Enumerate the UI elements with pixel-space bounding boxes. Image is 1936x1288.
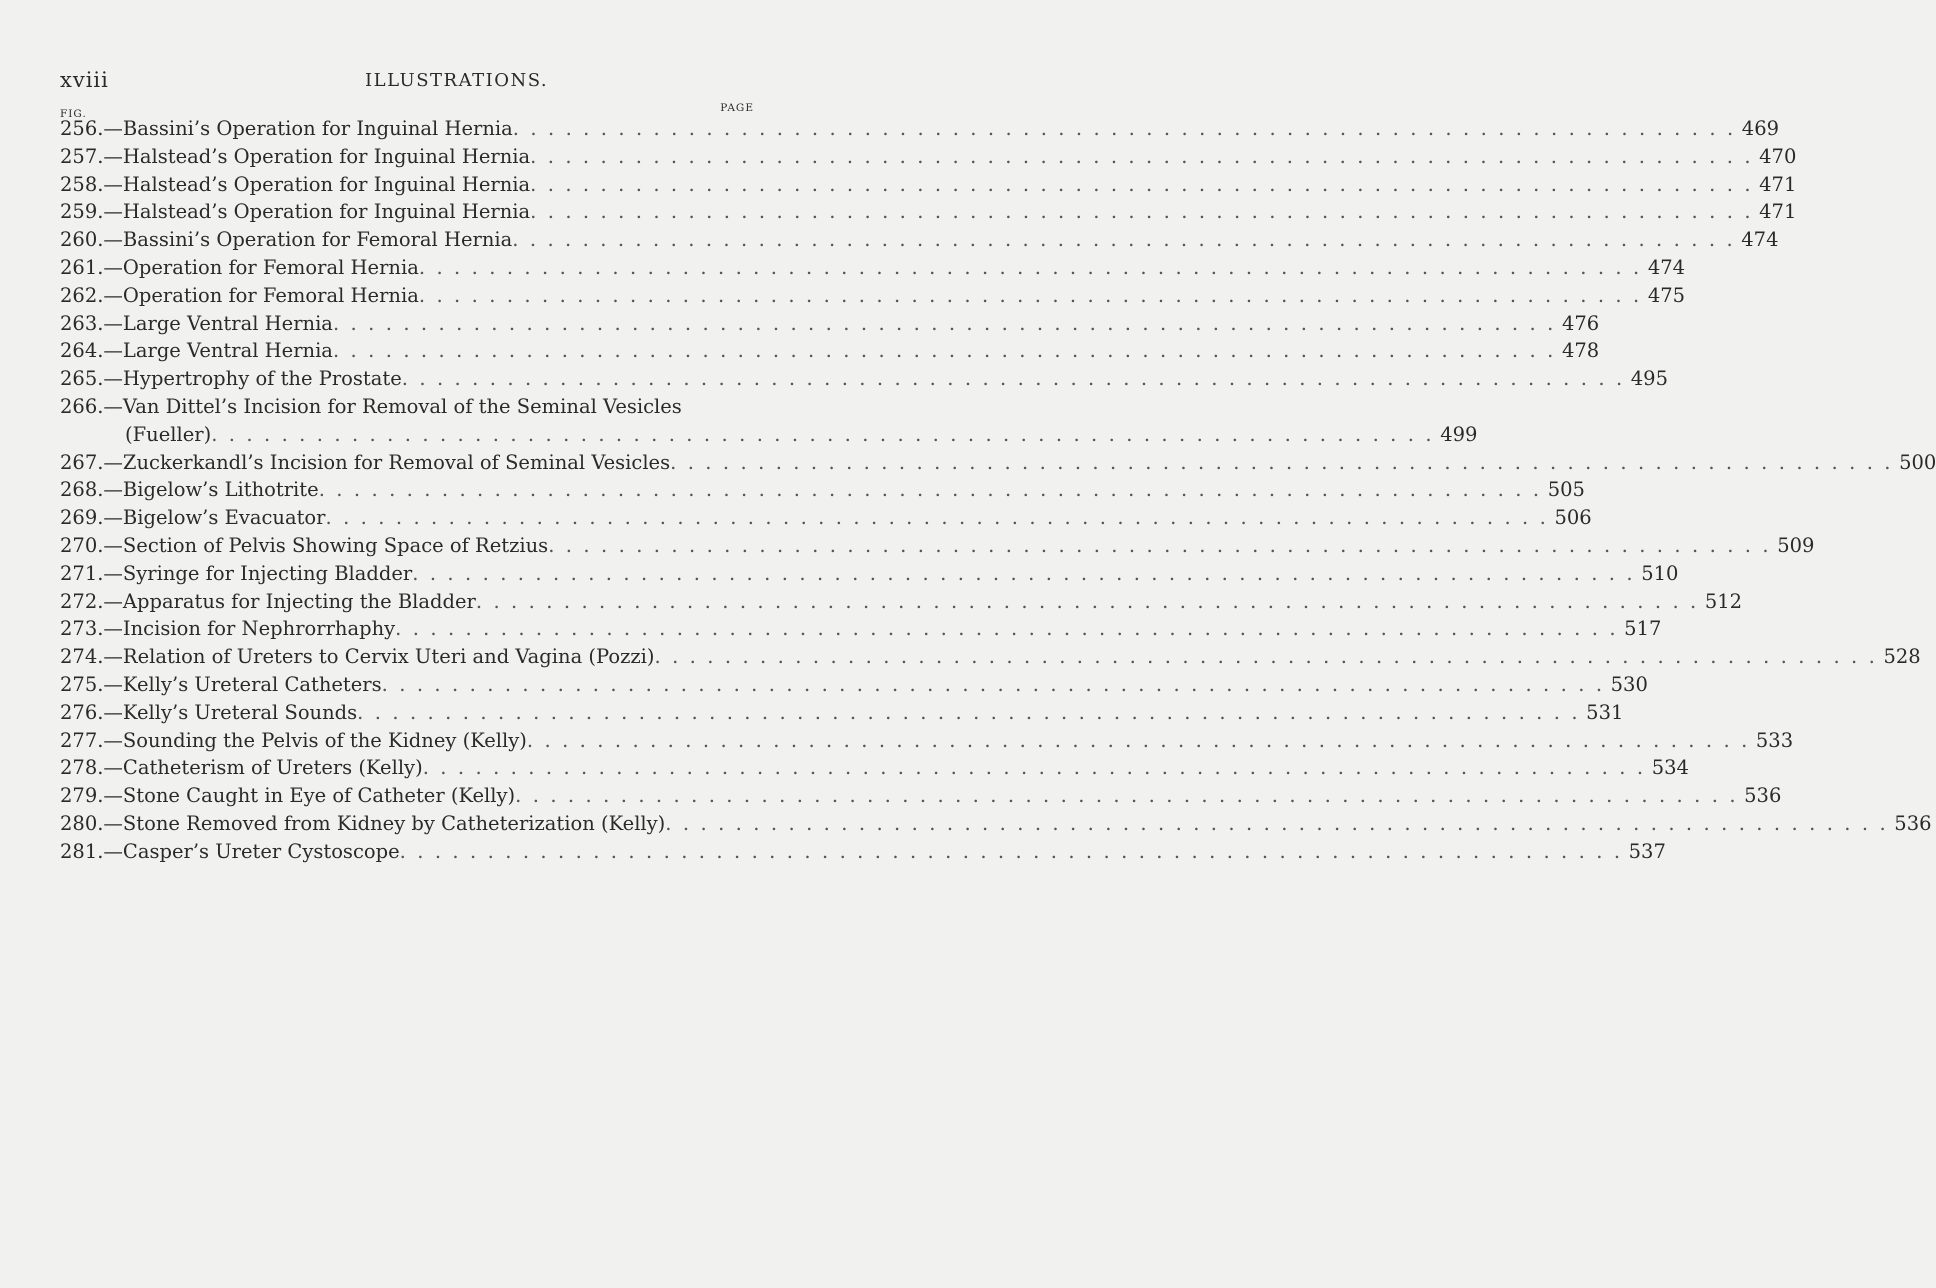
- figure-title: —Kelly’s Ureteral Catheters: [103, 672, 382, 696]
- figure-title: —Zuckerkandl’s Incision for Removal of Seminal Vesicles: [103, 450, 671, 474]
- figure-number: 275.: [60, 672, 104, 696]
- dot-leader: . . . . . . . . . . . . . . . . . . . . . . . . . . . . . . . . . . . . . . . . . . . . . . . . . . . . . . . . . . . . . . . . . . . . . .: [332, 311, 1556, 335]
- figure-page-number: 499: [1440, 422, 1478, 446]
- list-item: [60, 228, 1779, 256]
- figure-number: 261.: [60, 255, 104, 279]
- figure-title: —Halstead’s Operation for Inguinal Hernia: [103, 172, 531, 196]
- dot-leader: . . . . . . . . . . . . . . . . . . . . . . . . . . . . . . . . . . . . . . . . . . . . . . . . . . . . . . . . . . . . . . . . . . . . . .: [332, 339, 1556, 363]
- figure-page-number: 474: [1647, 255, 1686, 279]
- dot-leader: . . . . . . . . . . . . . . . . . . . . . . . . . . . . . . . . . . . . . . . . . . . . . . . . . . . . . . . . . . . . . . . . . . . . . .: [475, 589, 1699, 613]
- figure-number: 258.: [60, 172, 104, 196]
- list-item: [60, 172, 1797, 201]
- figure-title: —Operation for Femoral Hernia: [103, 283, 419, 307]
- figure-number: 277.: [60, 728, 104, 752]
- dot-leader: . . . . . . . . . . . . . . . . . . . . . . . . . . . . . . . . . . . . . . . . . . . . . . . . . . . . . . . . . . . . . . . . . . . . . .: [318, 478, 1542, 502]
- list-item: [60, 311, 1600, 340]
- figure-title: —Large Ventral Hernia: [103, 311, 333, 335]
- list-item: [60, 728, 1794, 757]
- figure-title: —Incision for Nephrorrhaphy: [103, 617, 396, 641]
- list-item: [60, 506, 1592, 534]
- figure-number: 281.: [60, 839, 104, 863]
- figure-page-number: 530: [1610, 672, 1648, 696]
- figure-number: 276.: [60, 700, 104, 724]
- figure-number: 257.: [60, 144, 104, 168]
- figure-title: —Operation for Femoral Hernia: [103, 255, 419, 279]
- list-item: [60, 200, 1797, 228]
- figure-page-number: 475: [1647, 283, 1686, 307]
- figure-title: —Syringe for Injecting Bladder: [103, 561, 413, 585]
- figure-title: —Stone Caught in Eye of Catheter (Kelly): [103, 784, 516, 808]
- figure-title: —Stone Removed from Kidney by Catheterization (Kelly): [103, 811, 666, 835]
- figure-title: —Apparatus for Injecting the Bladder: [103, 589, 476, 613]
- figure-title: —Casper’s Ureter Cystoscope: [103, 839, 400, 863]
- figure-number: 273.: [60, 617, 104, 641]
- list-item: [60, 700, 1624, 729]
- figure-title: —Bigelow’s Evacuator: [103, 506, 326, 530]
- figure-number: 265.: [60, 367, 104, 391]
- page-header: [60, 68, 750, 98]
- list-item: [60, 617, 1662, 645]
- figure-page-number: 528: [1883, 645, 1921, 669]
- figure-number: 266.: [60, 394, 104, 418]
- dot-leader: . . . . . . . . . . . . . . . . . . . . . . . . . . . . . . . . . . . . . . . . . . . . . . . . . . . . . . . . . . . . . . . . . . . . . .: [418, 283, 1642, 307]
- figure-page-number: 512: [1704, 589, 1743, 613]
- fig-column-heading: FIG.: [60, 108, 87, 120]
- running-head: ILLUSTRATIONS.: [365, 70, 549, 91]
- figure-page-number: 531: [1586, 700, 1624, 724]
- dot-leader: . . . . . . . . . . . . . . . . . . . . . . . . . . . . . . . . . . . . . . . . . . . . . . . . . . . . . . . . . . . . . . . . . . . . . .: [422, 756, 1646, 780]
- page-column-heading: PAGE: [720, 102, 754, 114]
- list-item: [60, 645, 1921, 673]
- dot-leader: . . . . . . . . . . . . . . . . . . . . . . . . . . . . . . . . . . . . . . . . . . . . . . . . . . . . . . . . . . . . . . . . . . . . . .: [530, 200, 1754, 224]
- figure-page-number: 505: [1547, 478, 1585, 502]
- figure-title: —Halstead’s Operation for Inguinal Hernia: [103, 200, 531, 224]
- figure-page-number: 510: [1641, 561, 1679, 585]
- figure-title: —Section of Pelvis Showing Space of Retzius: [103, 533, 549, 557]
- figure-number: 260.: [60, 228, 104, 252]
- list-item: [60, 478, 1585, 506]
- figure-page-number: 469: [1741, 117, 1780, 140]
- figure-page-number: 534: [1651, 756, 1689, 780]
- figure-title: —Large Ventral Hernia: [103, 339, 333, 363]
- figure-page-number: 474: [1741, 228, 1779, 252]
- list-item: [60, 811, 1932, 840]
- figure-page-number: 476: [1561, 311, 1600, 335]
- figure-title-continuation: (Fueller): [125, 422, 212, 446]
- figure-number: 259.: [60, 200, 104, 224]
- list-item: [60, 839, 1666, 868]
- figure-page-number: 509: [1777, 533, 1815, 557]
- list-item: [60, 672, 1648, 701]
- figure-number: 278.: [60, 756, 104, 780]
- figure-title: —Van Dittel’s Incision for Removal of the Seminal Vesicles: [103, 394, 682, 418]
- figure-number: 270.: [60, 533, 104, 557]
- figure-title: —Bigelow’s Lithotrite: [103, 478, 319, 502]
- list-item: [60, 367, 1668, 395]
- list-item: [60, 117, 1780, 145]
- list-item: [60, 450, 1936, 479]
- dot-leader: . . . . . . . . . . . . . . . . . . . . . . . . . . . . . . . . . . . . . . . . . . . . . . . . . . . . . . . . . . . . . . . . . . . . . .: [530, 172, 1754, 196]
- figure-title: —Bassini’s Operation for Inguinal Hernia: [103, 117, 513, 140]
- dot-leader: . . . . . . . . . . . . . . . . . . . . . . . . . . . . . . . . . . . . . . . . . . . . . . . . . . . . . . . . . . . . . . . . . . . . . .: [512, 117, 1736, 140]
- dot-leader: . . . . . . . . . . . . . . . . . . . . . . . . . . . . . . . . . . . . . . . . . . . . . . . . . . . . . . . . . . . . . . . . . . . . . .: [395, 617, 1619, 641]
- figure-number: 263.: [60, 311, 104, 335]
- figure-page-number: 471: [1759, 200, 1797, 224]
- figure-page-number: 500: [1899, 450, 1936, 474]
- list-item: [60, 255, 1686, 284]
- figure-page-number: 471: [1759, 172, 1797, 196]
- figure-number: 279.: [60, 784, 104, 808]
- dot-leader: . . . . . . . . . . . . . . . . . . . . . . . . . . . . . . . . . . . . . . . . . . . . . . . . . . . . . . . . . . . . . . . . . . . . . .: [399, 839, 1623, 863]
- list-item: [60, 339, 1600, 367]
- figure-number: 269.: [60, 506, 104, 530]
- dot-leader: . . . . . . . . . . . . . . . . . . . . . . . . . . . . . . . . . . . . . . . . . . . . . . . . . . . . . . . . . . . . . . . . . . . . . .: [357, 700, 1581, 724]
- list-item: [60, 756, 1689, 784]
- figure-number: 262.: [60, 283, 104, 307]
- figure-title: —Catheterism of Ureters (Kelly): [103, 756, 423, 780]
- list-item-continuation: [60, 422, 1478, 451]
- dot-leader: . . . . . . . . . . . . . . . . . . . . . . . . . . . . . . . . . . . . . . . . . . . . . . . . . . . . . . . . . . . . . . . . . . . . . .: [670, 450, 1894, 474]
- figure-number: 274.: [60, 645, 104, 669]
- dot-leader: . . . . . . . . . . . . . . . . . . . . . . . . . . . . . . . . . . . . . . . . . . . . . . . . . . . . . . . . . . . . . . . . . . . . . .: [325, 506, 1549, 530]
- figure-page-number: 470: [1759, 144, 1797, 168]
- figure-number: 256.: [60, 117, 104, 140]
- dot-leader: . . . . . . . . . . . . . . . . . . . . . . . . . . . . . . . . . . . . . . . . . . . . . . . . . . . . . . . . . . . . . . . . . . . . . .: [654, 645, 1878, 669]
- dot-leader: . . . . . . . . . . . . . . . . . . . . . . . . . . . . . . . . . . . . . . . . . . . . . . . . . . . . . . . . . . . . . . . . . . . . . .: [526, 728, 1750, 752]
- list-item: [60, 784, 1782, 812]
- figure-title: —Kelly’s Ureteral Sounds: [103, 700, 358, 724]
- column-headings: [60, 102, 754, 120]
- figure-page-number: 533: [1755, 728, 1794, 752]
- list-item: [60, 395, 754, 423]
- figure-number: 268.: [60, 478, 104, 502]
- figure-page-number: 536: [1894, 811, 1932, 835]
- page-number: xviii: [60, 68, 109, 92]
- figure-page-number: 506: [1554, 506, 1592, 530]
- figure-page-number: 536: [1744, 784, 1782, 808]
- figure-number: 272.: [60, 589, 104, 613]
- figure-title: —Relation of Ureters to Cervix Uteri and Vagina (Pozzi): [103, 645, 655, 669]
- figure-number: 280.: [60, 811, 104, 835]
- dot-leader: . . . . . . . . . . . . . . . . . . . . . . . . . . . . . . . . . . . . . . . . . . . . . . . . . . . . . . . . . . . . . . . . . . . . . .: [665, 811, 1889, 835]
- list-item: [60, 144, 1797, 173]
- figure-page-number: 495: [1630, 367, 1668, 391]
- figure-number: 271.: [60, 561, 104, 585]
- dot-leader: . . . . . . . . . . . . . . . . . . . . . . . . . . . . . . . . . . . . . . . . . . . . . . . . . . . . . . . . . . . . . . . . . . . . . .: [512, 228, 1736, 252]
- figure-number: 264.: [60, 339, 104, 363]
- figure-page-number: 478: [1561, 339, 1600, 363]
- illustrations-list: [60, 117, 1936, 868]
- dot-leader: . . . . . . . . . . . . . . . . . . . . . . . . . . . . . . . . . . . . . . . . . . . . . . . . . . . . . . . . . . . . . . . . . . . . . .: [401, 367, 1625, 391]
- figure-title: —Bassini’s Operation for Femoral Hernia: [103, 228, 513, 252]
- list-item: [60, 589, 1743, 618]
- figure-title: —Hypertrophy of the Prostate: [103, 367, 402, 391]
- list-item: [60, 283, 1686, 312]
- figure-number: 267.: [60, 450, 104, 474]
- dot-leader: . . . . . . . . . . . . . . . . . . . . . . . . . . . . . . . . . . . . . . . . . . . . . . . . . . . . . . . . . . . . . . . . . . . . . .: [515, 784, 1739, 808]
- dot-leader: . . . . . . . . . . . . . . . . . . . . . . . . . . . . . . . . . . . . . . . . . . . . . . . . . . . . . . . . . . . . . . . . . . . . . .: [381, 672, 1605, 696]
- dot-leader: . . . . . . . . . . . . . . . . . . . . . . . . . . . . . . . . . . . . . . . . . . . . . . . . . . . . . . . . . . . . . . . . . . . . . .: [211, 422, 1435, 446]
- figure-title: —Sounding the Pelvis of the Kidney (Kelly): [103, 728, 527, 752]
- dot-leader: . . . . . . . . . . . . . . . . . . . . . . . . . . . . . . . . . . . . . . . . . . . . . . . . . . . . . . . . . . . . . . . . . . . . . .: [412, 561, 1636, 585]
- dot-leader: . . . . . . . . . . . . . . . . . . . . . . . . . . . . . . . . . . . . . . . . . . . . . . . . . . . . . . . . . . . . . . . . . . . . . .: [418, 255, 1642, 279]
- figure-page-number: 517: [1624, 617, 1662, 641]
- figure-title: —Halstead’s Operation for Inguinal Hernia: [103, 144, 531, 168]
- list-item: [60, 561, 1679, 590]
- list-item: [60, 533, 1815, 562]
- figure-page-number: 537: [1628, 839, 1666, 863]
- dot-leader: . . . . . . . . . . . . . . . . . . . . . . . . . . . . . . . . . . . . . . . . . . . . . . . . . . . . . . . . . . . . . . . . . . . . . .: [530, 144, 1754, 168]
- dot-leader: . . . . . . . . . . . . . . . . . . . . . . . . . . . . . . . . . . . . . . . . . . . . . . . . . . . . . . . . . . . . . . . . . . . . . .: [548, 533, 1772, 557]
